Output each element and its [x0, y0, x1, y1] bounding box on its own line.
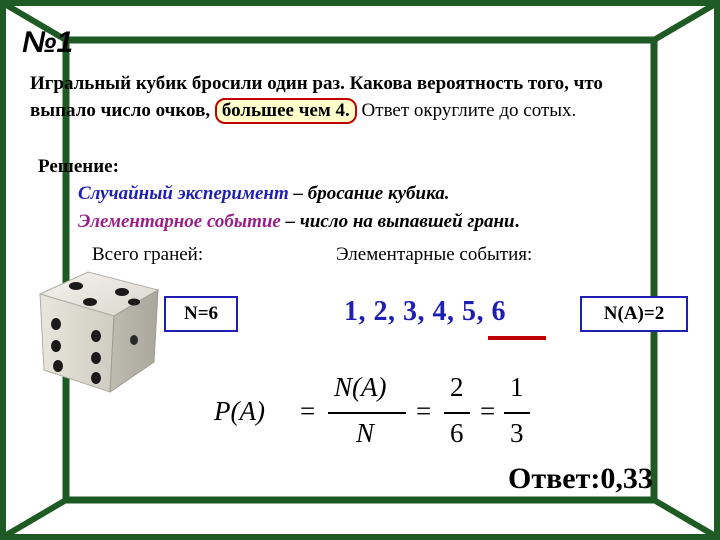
total-faces-label: Всего граней:	[92, 244, 204, 265]
formula-equals: =	[300, 396, 316, 426]
formula-frac1-denominator: N	[356, 418, 375, 448]
dice-pip	[115, 288, 129, 296]
dice-pip	[69, 282, 83, 290]
dice-pip	[83, 298, 97, 306]
answer: Ответ:0,33	[508, 462, 653, 495]
formula-equals: =	[480, 396, 496, 426]
elementary-event-term: Элементарное событие	[78, 211, 281, 232]
solution-label: Решение:	[38, 156, 119, 177]
problem-highlight: большее чем 4.	[215, 98, 357, 124]
dice-image	[30, 266, 166, 398]
formula-frac3-numerator: 1	[510, 372, 524, 402]
dice-pip	[91, 330, 101, 342]
experiment-line	[78, 183, 450, 205]
dice-pip	[128, 299, 140, 306]
dice-pip	[51, 340, 61, 352]
formula-frac3-bar	[504, 412, 530, 414]
corner-line-bottom-left	[3, 500, 66, 537]
problem-text-main: Игральный кубик бросили один раз. Какова вероятность того, что выпало число очков,	[30, 73, 603, 121]
corner-line-top-right	[654, 3, 717, 40]
experiment-desc: – бросание кубика.	[288, 183, 450, 204]
outcomes-list: 1, 2, 3, 4, 5, 6	[344, 296, 506, 327]
problem-number: №1	[22, 26, 74, 59]
dice-pip	[51, 318, 61, 330]
dice-pip	[130, 335, 138, 345]
elementary-event-period: .	[514, 211, 520, 232]
dice-pip	[91, 352, 101, 364]
n-total-box: N=6	[164, 296, 238, 332]
formula-frac2-bar	[444, 412, 470, 414]
formula-lhs: P(A)	[214, 396, 265, 426]
elementary-event-line	[78, 211, 519, 233]
formula-equals: =	[416, 396, 432, 426]
n-favorable-box: N(A)=2	[580, 296, 688, 332]
formula-frac2-denominator: 6	[450, 418, 464, 448]
problem-text-tail: Ответ округлите до сотых.	[356, 100, 577, 121]
formula-frac2-numerator: 2	[450, 372, 464, 402]
problem-text	[30, 70, 670, 124]
favorable-outcomes-underline	[488, 336, 546, 340]
formula-frac1-bar	[328, 412, 406, 414]
formula-frac3-denominator: 3	[510, 418, 524, 448]
dice-pip	[53, 360, 63, 372]
corner-line-bottom-right	[654, 500, 717, 537]
elementary-events-label: Элементарные события:	[336, 244, 533, 265]
dice-pip	[91, 372, 101, 384]
formula-frac1-numerator: N(A)	[334, 372, 387, 402]
experiment-term: Случайный эксперимент	[78, 183, 289, 204]
elementary-event-desc: – число на выпавшей грани	[280, 211, 515, 232]
